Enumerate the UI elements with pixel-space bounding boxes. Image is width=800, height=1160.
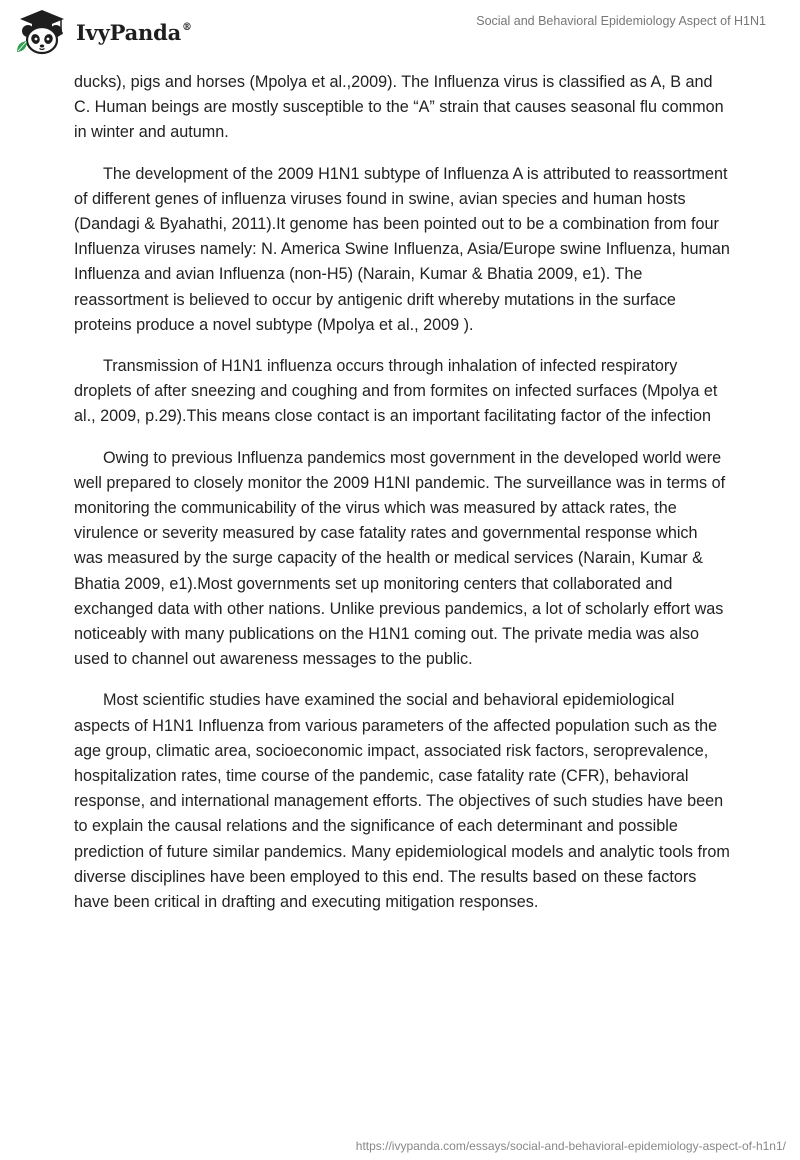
source-url-link[interactable]: https://ivypanda.com/essays/social-and-behavioral-epidemiology-aspect-of-h1n1/ (355, 1139, 786, 1153)
essay-body (74, 70, 730, 931)
registered-mark: ® (182, 21, 192, 33)
paragraph: Transmission of H1N1 influenza occurs through inhalation of infected respiratory droplets of after sneezing and coughing and from formites on infected surfaces (Mpolya et al., 2009, p.29).This means close contact is an important facilitating factor of the infection (74, 357, 718, 426)
paragraph: ducks), pigs and horses (Mpolya et al.,2009). The Influenza virus is classified as A, B and C. Human beings are mostly susceptible to the “A” strain that causes seasonal flu common in winter and autumn. (74, 73, 724, 142)
panda-graduation-cap-icon (14, 8, 70, 56)
page-header (0, 0, 800, 70)
brand-name (76, 20, 192, 45)
paragraph: The development of the 2009 H1N1 subtype of Influenza A is attributed to reassortment of different genes of influenza viruses found in swine, avian species and human hosts (Dandagi & Byahathi, 2011).It genome has been pointed out to be a combination from four Influenza viruses namely: N. America Swine Influenza, Asia/Europe swine Influenza, human Influenza and avian Influenza (non-H5) (Narain, Kumar & Bhatia 2009, e1). The reassortment is believed to occur by antigenic drift whereby mutations in the surface proteins produce a novel subtype (Mpolya et al., 2009 ). (74, 164, 730, 334)
brand-logo[interactable] (14, 8, 192, 56)
paragraph: Most scientific studies have examined the social and behavioral epidemiological aspects of H1N1 Influenza from various parameters of the affected population such as the age group, climatic area, socioeconomic impact, associated risk factors, seroprevalence, hospitalization rates, time course of the pandemic, case fatality rate (CFR), behavioral response, and international management efforts. The objectives of such studies have been to explain the causal relations and the significance of each determinant and possible prediction of future similar pandemics. Many epidemiological models and analytic tools from diverse disciplines have been employed to this end. The results based on these factors have been critical in drafting and executing mitigation responses. (74, 691, 730, 912)
brand-name-text: IvyPanda (76, 19, 182, 45)
document-title: Social and Behavioral Epidemiology Aspect of H1N1 (476, 14, 766, 28)
paragraph: Owing to previous Influenza pandemics most government in the developed world were well prepared to closely monitor the 2009 H1NI pandemic. The surveillance was in terms of monitoring the communicability of the virus which was measured by attack rates, the virulence or severity measured by case fatality rates and governmental response which was measured by the surge capacity of the health or medical services (Narain, Kumar & Bhatia 2009, e1).Most governments set up monitoring centers that collaborated and exchanged data with other nations. Unlike previous pandemics, a lot of scholarly effort was noticeably with many publications on the H1N1 coming out. The private media was also used to channel out awareness messages to the public. (74, 448, 726, 669)
